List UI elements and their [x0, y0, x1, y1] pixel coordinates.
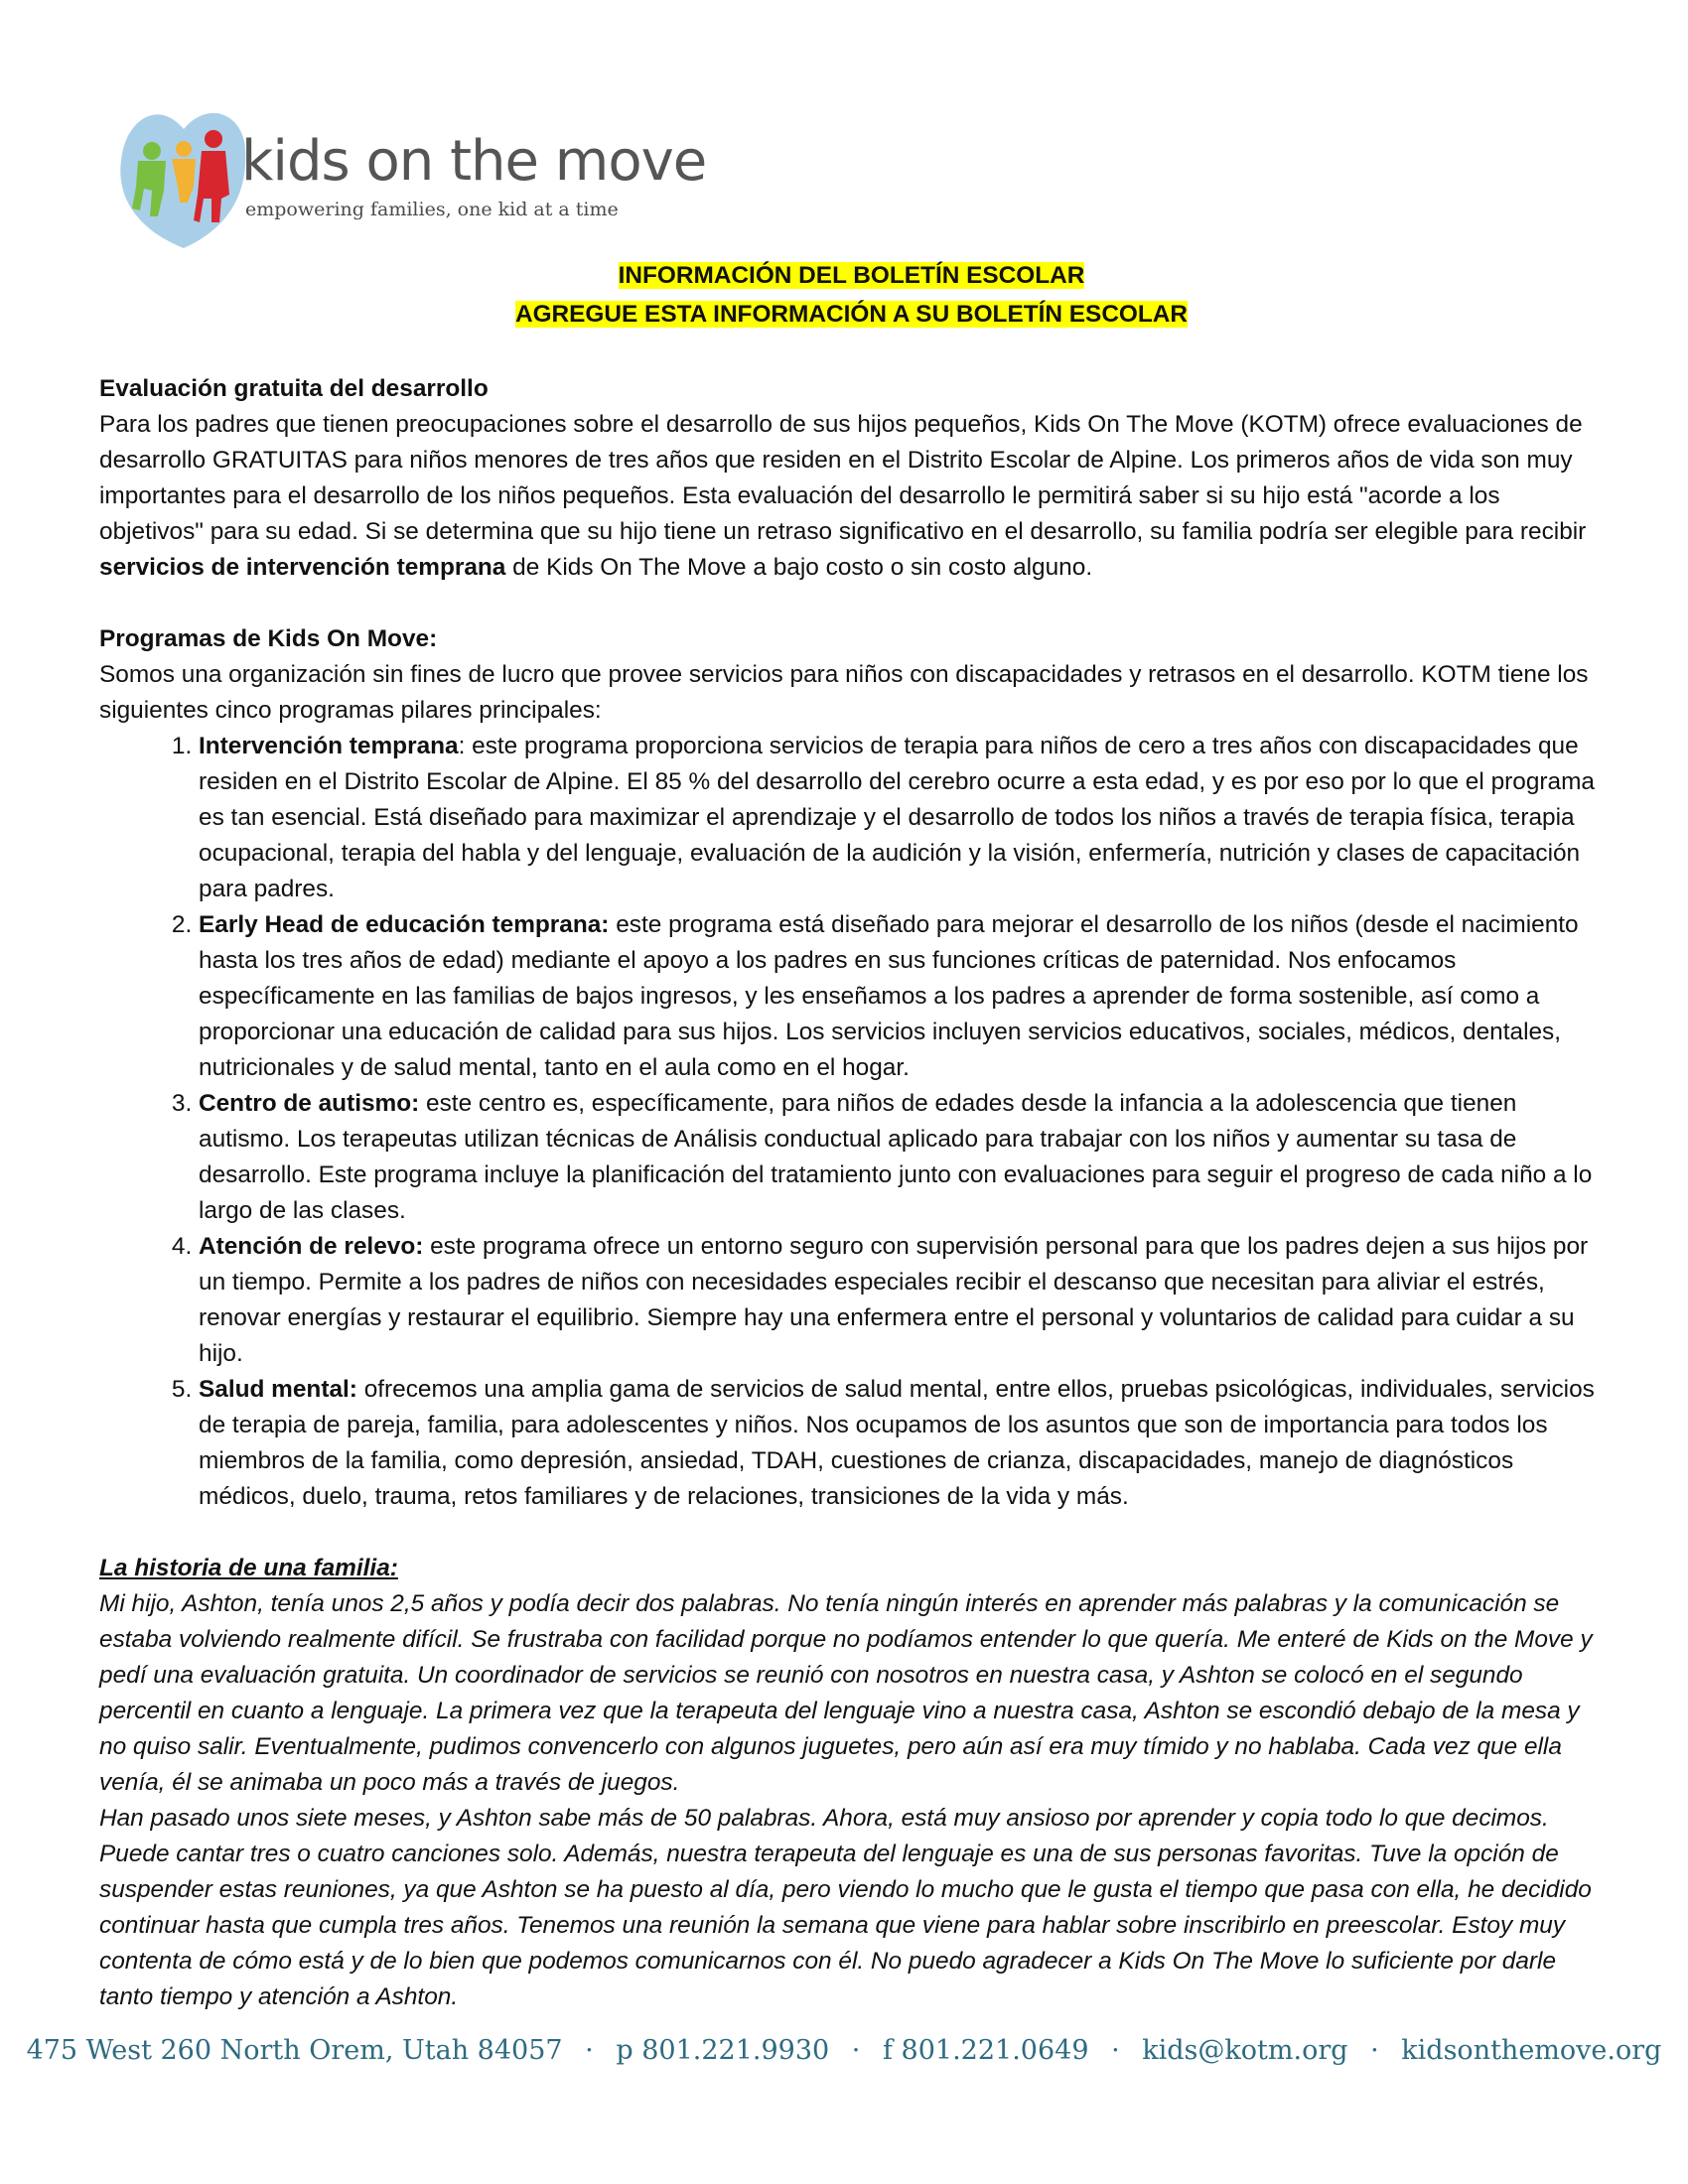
list-item: [199, 907, 1604, 1086]
evaluation-text-end: de Kids On The Move a bajo costo o sin costo alguno.: [505, 554, 1093, 581]
section-heading-story: La historia de una familia:: [99, 1555, 398, 1581]
footer-address: 475 West 260 North Orem, Utah 84057: [26, 2035, 563, 2066]
list-item: [199, 1372, 1604, 1515]
list-item: [199, 1229, 1604, 1372]
footer-separator: ·: [851, 2035, 861, 2066]
program-title: Salud mental:: [199, 1376, 357, 1403]
logo-tagline: empowering families, one kid at a time: [245, 199, 619, 220]
program-title: Early Head de educación temprana:: [199, 911, 610, 938]
story-block: [99, 1586, 1604, 2015]
footer-website-link[interactable]: kidsonthemove.org: [1401, 2035, 1662, 2066]
document-body: [99, 256, 1604, 2015]
program-text: este centro es, específicamente, para niños de edades desde la infancia a la adolescencia que tienen autismo. Los terapeutas utilizan técnicas de Análisis conductual aplicado para trabajar con los niños y aumentar su tasa de desarrollo. Este programa incluye la planificación del tratamiento junto con evaluaciones para seguir el progreso de cada niño a lo largo de las clases.: [199, 1090, 1593, 1224]
title-block: [99, 256, 1604, 334]
footer-fax: f 801.221.0649: [882, 2035, 1089, 2066]
programs-list: [99, 729, 1604, 1515]
program-title: Atención de relevo:: [199, 1233, 424, 1260]
story-paragraph-2: Han pasado unos siete meses, y Ashton sabe más de 50 palabras. Ahora, está muy ansioso por aprender y copia todo lo que decimos. Puede cantar tres o cuatro canciones solo. Además, nuestra terapeuta del lenguaje es una de sus personas favoritas. Tuve la opción de suspender estas reuniones, ya que Ashton se ha puesto al día, pero viendo lo mucho que le gusta el tiempo que pasa con ella, he decidido continuar hasta que cumpla tres años. Tenemos una reunión la semana que viene para hablar sobre inscribirlo en preescolar. Estoy muy contenta de cómo está y de lo bien que podemos comunicarnos con él. No puedo agradecer a Kids On The Move lo suficiente por darle tanto tiempo y atención a Ashton.: [99, 1805, 1592, 2010]
footer-separator: ·: [585, 2035, 594, 2066]
list-item: [199, 729, 1604, 907]
section-heading-evaluation: Evaluación gratuita del desarrollo: [99, 375, 489, 402]
footer-separator: ·: [1111, 2035, 1120, 2066]
evaluation-text: Para los padres que tienen preocupaciones sobre el desarrollo de sus hijos pequeños, Kids On The Move (KOTM) ofrece evaluaciones de desarrollo GRATUITAS para niños menores de tres años que residen en el Distrito Escolar de Alpine. Los primeros años de vida son muy importantes para el desarrollo de los niños pequeños. Esta evaluación del desarrollo le permitirá saber si su hijo está "acorde a los objetivos" para su edad. Si se determina que su hijo tiene un retraso significativo en el desarrollo, su familia podría ser elegible para recibir: [99, 411, 1587, 545]
logo: [114, 99, 707, 258]
section-paragraph-evaluation: [99, 407, 1604, 586]
program-text: este programa está diseñado para mejorar el desarrollo de los niños (desde el nacimiento hasta los tres años de edad) mediante el apoyo a los padres en sus funciones críticas de paternidad. Nos enfocamos específicamente en las familias de bajos ingresos, y les enseñamos a los padres a aprender de forma sostenible, así como a proporcionar una educación de calidad para sus hijos. Los servicios incluyen servicios educativos, sociales, médicos, dentales, nutricionales y de salud mental, tanto en el aula como en el hogar.: [199, 911, 1579, 1081]
heart-logo-icon: [114, 99, 253, 258]
list-item: [199, 1086, 1604, 1229]
logo-name: kids on the move: [241, 129, 707, 194]
title-line-2: AGREGUE ESTA INFORMACIÓN A SU BOLETÍN ESCOLAR: [514, 301, 1189, 328]
title-line-1: INFORMACIÓN DEL BOLETÍN ESCOLAR: [618, 262, 1085, 289]
program-title: Centro de autismo:: [199, 1090, 420, 1117]
story-paragraph-1: Mi hijo, Ashton, tenía unos 2,5 años y podía decir dos palabras. No tenía ningún interés en aprender más palabras y la comunicación se estaba volviendo realmente difícil. Se frustraba con facilidad porque no podíamos entender lo que quería. Me enteré de Kids on the Move y pedí una evaluación gratuita. Un coordinador de servicios se reunió con nosotros en nuestra casa, y Ashton se colocó en el segundo percentil en cuanto a lenguaje. La primera vez que la terapeuta del lenguaje vino a nuestra casa, Ashton se escondió debajo de la mesa y no quiso salir. Eventualmente, pudimos convencerlo con algunos juguetes, pero aún así era muy tímido y no hablaba. Cada vez que ella venía, él se animaba un poco más a través de juegos.: [99, 1590, 1593, 1796]
program-title: Intervención temprana: [199, 733, 459, 759]
programs-intro: Somos una organización sin fines de lucro que provee servicios para niños con discapacidades y retrasos en el desarrollo. KOTM tiene los siguientes cinco programas pilares principales:: [99, 661, 1589, 724]
program-text: este programa ofrece un entorno seguro con supervisión personal para que los padres dejen a sus hijos por un tiempo. Permite a los padres de niños con necesidades especiales recibir el descanso que necesitan para aliviar el estrés, renovar energías y restaurar el equilibrio. Siempre hay una enfermera entre el personal y voluntarios de calidad para cuidar a su hijo.: [199, 1233, 1589, 1367]
section-heading-programs: Programas de Kids On Move:: [99, 625, 438, 652]
program-text: : este programa proporciona servicios de terapia para niños de cero a tres años con discapacidades que residen en el Distrito Escolar de Alpine. El 85 % del desarrollo del cerebro ocurre a esta edad, y es por eso por lo que el programa es tan esencial. Está diseñado para maximizar el aprendizaje y el desarrollo de todos los niños a través de terapia física, terapia ocupacional, terapia del habla y del lenguaje, evaluación de la audición y la visión, enfermería, nutrición y clases de capacitación para padres.: [199, 733, 1595, 902]
footer-contact: [0, 2035, 1688, 2066]
footer-phone: p 801.221.9930: [616, 2035, 830, 2066]
footer-separator: ·: [1370, 2035, 1379, 2066]
footer-email-link[interactable]: kids@kotm.org: [1142, 2035, 1348, 2066]
program-text: ofrecemos una amplia gama de servicios de salud mental, entre ellos, pruebas psicológicas, individuales, servicios de terapia de pareja, familia, para adolescentes y niños. Nos ocupamos de los asuntos que son de importancia para todos los miembros de la familia, como depresión, ansiedad, TDAH, cuestiones de crianza, discapacidades, manejo de diagnósticos médicos, duelo, trauma, retos familiares y de relaciones, transiciones de la vida y más.: [199, 1376, 1595, 1510]
evaluation-bold-text: servicios de intervención temprana: [99, 554, 506, 581]
